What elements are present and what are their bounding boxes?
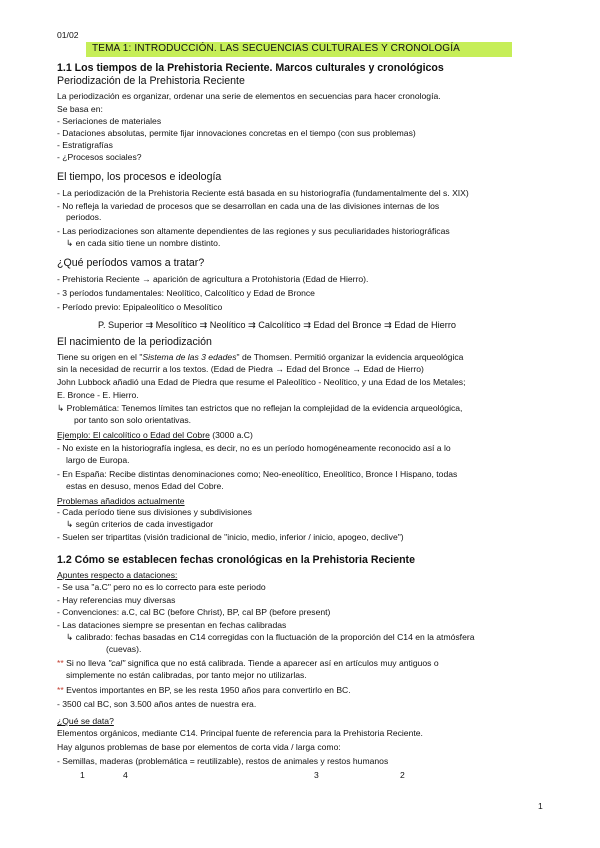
list-item: - Las dataciones siempre se presentan en fechas calibradas [57,620,287,630]
nacimiento-line: por tanto son solo orientativas. [74,415,192,425]
list-item: - Cada período tiene sus divisiones y subdivisiones [57,507,252,517]
tiempo-heading: El tiempo, los procesos e ideología [57,171,222,183]
note-mark: ** [57,685,64,695]
sub-item: ↳ según criterios de cada investigador [66,519,214,529]
period-sequence: P. Superior ⇉ Mesolítico ⇉ Neolítico ⇉ Calcolítico ⇉ Edad del Bronce ⇉ Edad de Hierro [98,320,457,330]
page-header: 01/02 [57,30,79,40]
list-item: - Seriaciones de materiales [57,116,162,126]
note-mark: ** [57,658,64,668]
text-part: " de Thomsen. Permitió organizar la evidencia arqueológica [236,352,464,362]
intro-text: La periodización es organizar, ordenar una serie de elementos en secuencias para hacer cronología. [57,91,441,101]
nacimiento-line: John Lubbock añadió una Edad de Piedra que resume el Paleolítico - Neolítico, y una Edad de los Metales; [57,377,466,387]
list-item: - Dataciones absolutas, permite fijar innovaciones concretas en el tiempo (con sus problemas) [57,128,416,138]
banner-title: TEMA 1: INTRODUCCIÓN. LAS SECUENCIAS CULTURALES Y CRONOLOGÍA [92,43,460,54]
nacimiento-line: sin la necesidad de recurrir a los textos. (Edad de Piedra → Edad del Bronce → Edad de Hierro) [57,364,424,374]
ejemplo-date: (3000 a.C) [209,430,253,440]
list-item: - No existe en la historiografía inglesa, es decir, no es un período homogéneamente reconocido así a lo [57,443,451,453]
note-bp [57,685,351,696]
sub-item: ↳ en cada sitio tiene un nombre distinto. [66,238,221,248]
list-item: - Hay referencias muy diversas [57,595,176,605]
base-label: Se basa en: [57,104,103,114]
list-item: - Estratigrafías [57,140,113,150]
note-calibrated [57,658,439,669]
list-item: - 3 períodos fundamentales: Neolítico, Calcolítico y Edad de Bronce [57,288,315,298]
text-part: Tiene su origen en el " [57,352,143,362]
sub-item-cont: (cuevas). [106,644,142,654]
list-item-cont: largo de Europa. [66,455,130,465]
que-line: - Semillas, maderas (problemática = reutilizable), restos de animales y restos humanos [57,756,389,766]
note-number: 2 [400,770,405,780]
apuntes-label: Apuntes respecto a dataciones: [57,570,178,580]
page-number: 1 [538,801,543,811]
text-part: Eventos importantes en BP, se les resta 1950 años para convertirlo en BC. [63,685,351,695]
text-part: Si no lleva [63,658,109,668]
ejemplo-label: Ejemplo: El calcolítico o Edad del Cobre [57,430,210,440]
que-line: Hay algunos problemas de base por elementos de corta vida / larga como: [57,742,341,752]
list-item: - Suelen ser tripartitas (visión tradicional de "inicio, medio, inferior / inicio, apogeo, declive") [57,532,404,542]
nacimiento-line: ↳ Problemática: Tenemos límites tan estrictos que no reflejan la complejidad de la evidencia arqueológica, [57,403,463,413]
list-item: - La periodización de la Prehistoria Reciente está basada en su historiografía (fundamentalmente del s. XIX) [57,188,469,198]
ejemplo-heading [57,430,253,441]
topic-banner [86,42,512,57]
note-number: 4 [123,770,128,780]
list-item-cont: estas en desuso, menos Edad del Cobre. [66,481,224,491]
periodizacion-subtitle: Periodización de la Prehistoria Reciente [57,75,245,87]
text-part: significa que no está calibrada. Tiende a aparecer así en artículos muy antiguos o [125,658,439,668]
list-item: - Se usa "a.C" pero no es lo correcto para este periodo [57,582,266,592]
note-number: 3 [314,770,319,780]
list-item: - Período previo: Epipaleolítico o Mesolítico [57,302,223,312]
cal-term: "cal" [108,658,126,668]
problemas-label: Problemas añadidos actualmente [57,496,185,506]
list-item: - En España: Recibe distintas denominaciones como; Neo-eneolítico, Eneolítico, Bronce I Hispano, todas [57,469,458,479]
list-item: - No refleja la variedad de procesos que se desarrollan en cada una de las divisiones internas de los [57,201,440,211]
nacimiento-line-1 [57,352,463,363]
section-1-1-title: 1.1 Los tiempos de la Prehistoria Reciente. Marcos culturales y cronológicos [57,62,444,74]
list-item: - Convenciones: a.C, cal BC (before Christ), BP, cal BP (before present) [57,607,331,617]
que-se-data-label: ¿Qué se data? [57,716,114,726]
section-1-2-title: 1.2 Cómo se establecen fechas cronológicas en la Prehistoria Reciente [57,554,415,566]
note-calibrated-cont: simplemente no están calibradas, por tanto mejor no utilizarlas. [66,670,307,680]
nacimiento-heading: El nacimiento de la periodización [57,336,212,348]
list-item-cont: periodos. [66,212,102,222]
note-number: 1 [80,770,85,780]
sistema-tres-edades: Sistema de las 3 edades [142,352,237,362]
list-item: - ¿Procesos sociales? [57,152,142,162]
list-item: - Prehistoria Reciente → aparición de agricultura a Protohistoria (Edad de Hierro). [57,274,369,284]
note-calbc: - 3500 cal BC, son 3.500 años antes de nuestra era. [57,699,257,709]
sub-item: ↳ calibrado: fechas basadas en C14 corregidas con la fluctuación de la proporción del C14 en la atmósfera [66,632,475,642]
list-item: - Las periodizaciones son altamente dependientes de las regiones y sus peculiaridades historiográficas [57,226,450,236]
periodos-heading: ¿Qué períodos vamos a tratar? [57,257,205,269]
que-line: Elementos orgánicos, mediante C14. Principal fuente de referencia para la Prehistoria Reciente. [57,728,423,738]
nacimiento-line: E. Bronce - E. Hierro. [57,390,139,400]
